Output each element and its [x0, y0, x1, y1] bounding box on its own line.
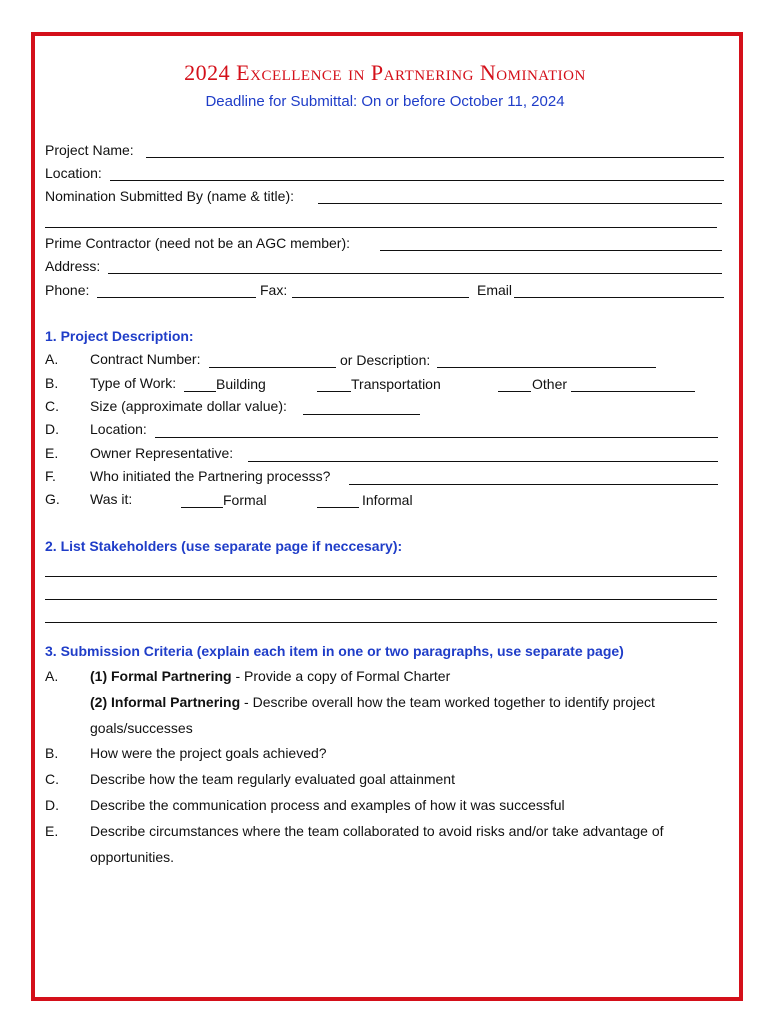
prime-contractor-label: Prime Contractor (need not be an AGC member):	[45, 235, 351, 251]
informal-option: Informal	[362, 492, 413, 508]
other-check-field[interactable]	[498, 391, 531, 392]
owner-rep-label: Owner Representative:	[90, 445, 234, 461]
criteria-b: How were the project goals achieved?	[90, 745, 327, 761]
item-letter: G.	[45, 491, 60, 507]
section1-heading: 1. Project Description:	[45, 328, 194, 344]
location-label: Location:	[45, 165, 102, 181]
formal-partnering-text: - Provide a copy of Formal Charter	[231, 668, 451, 684]
building-option: Building	[216, 376, 266, 392]
section3-heading: 3. Submission Criteria (explain each item in one or two paragraphs, use separate page)	[45, 643, 624, 659]
informal-check-field[interactable]	[317, 507, 359, 508]
project-location-field[interactable]	[155, 437, 718, 438]
description-field[interactable]	[437, 367, 656, 368]
deadline-text: Deadline for Submittal: On or before October 11, 2024	[205, 93, 565, 110]
form-title: 2024 Excellence in Partnering Nomination	[184, 60, 586, 85]
fax-field[interactable]	[292, 297, 469, 298]
item-letter: A.	[45, 668, 59, 684]
was-it-label: Was it:	[90, 491, 133, 507]
fax-label: Fax:	[260, 282, 288, 298]
transportation-option: Transportation	[351, 376, 441, 392]
transportation-check-field[interactable]	[317, 391, 351, 392]
size-field[interactable]	[303, 414, 420, 415]
criteria-a2	[90, 694, 655, 710]
formal-option: Formal	[223, 492, 267, 508]
contract-number-field[interactable]	[209, 367, 336, 368]
prime-contractor-field[interactable]	[380, 250, 722, 251]
submitted-by-field[interactable]	[318, 203, 722, 204]
criteria-e: Describe circumstances where the team collaborated to avoid risks and/or take advantage of	[90, 823, 664, 839]
other-option: Other	[532, 376, 568, 392]
item-letter: E.	[45, 823, 59, 839]
formal-partnering-label: (1) Formal Partnering	[90, 668, 232, 684]
item-letter: F.	[45, 468, 56, 484]
description-label: or Description:	[340, 352, 431, 368]
stakeholders-line[interactable]	[45, 576, 717, 577]
item-letter: D.	[45, 421, 59, 437]
phone-field[interactable]	[97, 297, 256, 298]
section2-heading: 2. List Stakeholders (use separate page if neccesary):	[45, 538, 403, 554]
submitted-by-field-line2[interactable]	[45, 227, 717, 228]
project-location-label: Location:	[90, 421, 147, 437]
informal-partnering-text: - Describe overall how the team worked together to identify project	[240, 694, 655, 710]
criteria-a1	[90, 668, 450, 684]
stakeholders-line[interactable]	[45, 622, 717, 623]
project-name-label: Project Name:	[45, 142, 134, 158]
size-label: Size (approximate dollar value):	[90, 398, 287, 414]
item-letter: B.	[45, 745, 59, 761]
informal-partnering-label: (2) Informal Partnering	[90, 694, 241, 710]
email-label: Email	[477, 282, 513, 298]
item-letter: C.	[45, 398, 59, 414]
initiator-field[interactable]	[349, 484, 718, 485]
formal-check-field[interactable]	[181, 507, 223, 508]
address-field[interactable]	[108, 273, 722, 274]
phone-label: Phone:	[45, 282, 90, 298]
location-field[interactable]	[110, 180, 724, 181]
owner-rep-field[interactable]	[248, 461, 718, 462]
email-field[interactable]	[514, 297, 724, 298]
item-letter: A.	[45, 351, 59, 367]
stakeholders-line[interactable]	[45, 599, 717, 600]
other-field[interactable]	[571, 391, 695, 392]
item-letter: B.	[45, 375, 59, 391]
type-of-work-label: Type of Work:	[90, 375, 177, 391]
item-letter: D.	[45, 797, 59, 813]
criteria-e-continued: opportunities.	[90, 849, 175, 865]
initiator-label: Who initiated the Partnering processs?	[90, 468, 331, 484]
contract-number-label: Contract Number:	[90, 351, 201, 367]
item-letter: E.	[45, 445, 59, 461]
criteria-d: Describe the communication process and examples of how it was successful	[90, 797, 565, 813]
submitted-by-label: Nomination Submitted By (name & title):	[45, 188, 294, 204]
criteria-a2-continued: goals/successes	[90, 720, 193, 736]
building-check-field[interactable]	[184, 391, 216, 392]
address-label: Address:	[45, 258, 101, 274]
item-letter: C.	[45, 771, 59, 787]
criteria-c: Describe how the team regularly evaluated goal attainment	[90, 771, 455, 787]
project-name-field[interactable]	[146, 157, 724, 158]
